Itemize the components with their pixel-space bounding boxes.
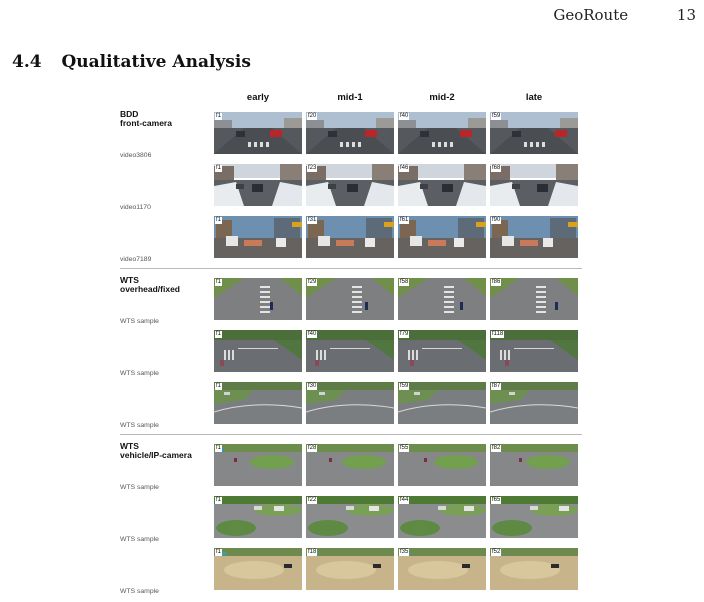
frame-thumbnail bbox=[306, 444, 394, 486]
frame-thumbnail bbox=[214, 548, 302, 590]
frame-index-label: f118 bbox=[492, 331, 504, 337]
scene-image bbox=[306, 496, 394, 538]
frame-index-label: f90 bbox=[492, 217, 501, 223]
group-divider bbox=[120, 434, 582, 435]
frame-index-label: f29 bbox=[308, 279, 317, 285]
frame-thumbnail bbox=[398, 112, 486, 154]
frame-index-label: f61 bbox=[400, 217, 409, 223]
scene-image bbox=[490, 278, 578, 320]
frame-thumbnail bbox=[214, 444, 302, 486]
column-header-mid-2: mid-2 bbox=[429, 92, 455, 103]
scene-image bbox=[214, 164, 302, 206]
scene-image bbox=[214, 278, 302, 320]
scene-image bbox=[398, 330, 486, 372]
scene-image bbox=[490, 548, 578, 590]
scene-image bbox=[214, 496, 302, 538]
frame-index-label: f1 bbox=[216, 217, 222, 223]
row-label: video1170 bbox=[120, 204, 151, 211]
frame-index-label: f1 bbox=[216, 279, 222, 285]
scene-image bbox=[490, 444, 578, 486]
group-label-line1: WTS bbox=[120, 441, 139, 451]
frame-thumbnail bbox=[306, 278, 394, 320]
frame-index-label: f59 bbox=[492, 113, 501, 119]
frame-thumbnail bbox=[214, 382, 302, 424]
scene-image bbox=[306, 216, 394, 258]
group-label-wts-overhead bbox=[120, 276, 180, 294]
frame-thumbnail bbox=[490, 548, 578, 590]
group-label-bdd bbox=[120, 110, 172, 128]
frame-thumbnail bbox=[398, 444, 486, 486]
frame-index-label: f1 bbox=[216, 549, 222, 555]
scene-image bbox=[214, 382, 302, 424]
frame-thumbnail bbox=[306, 330, 394, 372]
frame-thumbnail bbox=[306, 496, 394, 538]
frame-index-label: f1 bbox=[216, 165, 222, 171]
row-label: WTS sample bbox=[120, 588, 159, 595]
frame-index-label: f22 bbox=[308, 497, 317, 503]
scene-image bbox=[214, 216, 302, 258]
frame-index-label: f28 bbox=[308, 445, 317, 451]
section-number: 4.4 bbox=[12, 52, 42, 72]
scene-image bbox=[306, 382, 394, 424]
column-header-late: late bbox=[525, 92, 543, 103]
frame-index-label: f40 bbox=[308, 331, 317, 337]
frame-index-label: f86 bbox=[492, 279, 501, 285]
scene-image bbox=[306, 112, 394, 154]
group-label-line1: WTS bbox=[120, 275, 139, 285]
scene-image bbox=[490, 216, 578, 258]
section-heading bbox=[12, 52, 251, 72]
frame-thumbnail bbox=[306, 112, 394, 154]
frame-thumbnail bbox=[306, 548, 394, 590]
row-label: video7189 bbox=[120, 256, 152, 263]
scene-image bbox=[490, 112, 578, 154]
frame-thumbnail bbox=[398, 496, 486, 538]
page-number: 13 bbox=[676, 6, 696, 24]
frame-index-label: f18 bbox=[308, 549, 317, 555]
frame-index-label: f31 bbox=[308, 217, 317, 223]
frame-thumbnail bbox=[398, 382, 486, 424]
scene-image bbox=[398, 496, 486, 538]
scene-image bbox=[306, 444, 394, 486]
frame-index-label: f52 bbox=[492, 549, 501, 555]
frame-index-label: f1 bbox=[216, 383, 222, 389]
scene-image bbox=[306, 278, 394, 320]
scene-image bbox=[306, 548, 394, 590]
qualitative-figure bbox=[120, 92, 590, 600]
section-title: Qualitative Analysis bbox=[61, 52, 251, 72]
group-label-line1: BDD bbox=[120, 109, 139, 119]
frame-thumbnail bbox=[214, 112, 302, 154]
frame-index-label: f59 bbox=[400, 383, 409, 389]
row-label: WTS sample bbox=[120, 318, 159, 325]
frame-thumbnail bbox=[490, 164, 578, 206]
frame-thumbnail bbox=[398, 216, 486, 258]
frame-thumbnail bbox=[398, 330, 486, 372]
frame-index-label: f65 bbox=[492, 497, 501, 503]
frame-thumbnail bbox=[214, 216, 302, 258]
group-label-wts-vehicle bbox=[120, 442, 192, 460]
frame-index-label: f44 bbox=[400, 497, 409, 503]
row-label: WTS sample bbox=[120, 370, 159, 377]
running-head bbox=[553, 6, 696, 24]
frame-thumbnail bbox=[490, 444, 578, 486]
frame-thumbnail bbox=[306, 216, 394, 258]
frame-thumbnail bbox=[214, 496, 302, 538]
scene-image bbox=[398, 164, 486, 206]
frame-thumbnail bbox=[490, 278, 578, 320]
frame-index-label: f35 bbox=[400, 549, 409, 555]
frame-thumbnail bbox=[490, 216, 578, 258]
frame-index-label: f87 bbox=[492, 383, 501, 389]
frame-thumbnail bbox=[306, 164, 394, 206]
frame-index-label: f20 bbox=[308, 113, 317, 119]
frame-index-label: f68 bbox=[492, 165, 501, 171]
row-label: WTS sample bbox=[120, 536, 159, 543]
scene-image bbox=[398, 444, 486, 486]
frame-index-label: f55 bbox=[400, 445, 409, 451]
frame-index-label: f23 bbox=[308, 165, 317, 171]
scene-image bbox=[398, 382, 486, 424]
scene-image bbox=[398, 216, 486, 258]
frame-index-label: f1 bbox=[216, 445, 222, 451]
scene-image bbox=[398, 278, 486, 320]
group-divider bbox=[120, 268, 582, 269]
scene-image bbox=[490, 382, 578, 424]
frame-thumbnail bbox=[490, 382, 578, 424]
frame-index-label: f46 bbox=[400, 165, 409, 171]
frame-thumbnail bbox=[490, 330, 578, 372]
row-label: WTS sample bbox=[120, 484, 159, 491]
frame-index-label: f1 bbox=[216, 113, 222, 119]
frame-thumbnail bbox=[490, 112, 578, 154]
frame-thumbnail bbox=[306, 382, 394, 424]
frame-index-label: f1 bbox=[216, 497, 222, 503]
row-label: video3806 bbox=[120, 152, 152, 159]
scene-image bbox=[490, 164, 578, 206]
frame-thumbnail bbox=[214, 278, 302, 320]
column-header-mid-1: mid-1 bbox=[337, 92, 363, 103]
column-header-early: early bbox=[246, 92, 270, 103]
scene-image bbox=[214, 330, 302, 372]
scene-image bbox=[398, 112, 486, 154]
group-label-line2: vehicle/IP-camera bbox=[120, 450, 192, 460]
frame-index-label: f82 bbox=[492, 445, 501, 451]
frame-thumbnail bbox=[398, 548, 486, 590]
running-head-title: GeoRoute bbox=[553, 6, 629, 24]
group-label-line2: overhead/fixed bbox=[120, 284, 180, 294]
frame-thumbnail bbox=[398, 278, 486, 320]
frame-thumbnail bbox=[398, 164, 486, 206]
frame-index-label: f30 bbox=[308, 383, 317, 389]
scene-image bbox=[490, 496, 578, 538]
frame-index-label: f40 bbox=[400, 113, 409, 119]
scene-image bbox=[306, 164, 394, 206]
frame-index-label: f58 bbox=[400, 279, 409, 285]
frame-thumbnail bbox=[490, 496, 578, 538]
scene-image bbox=[398, 548, 486, 590]
frame-thumbnail bbox=[214, 164, 302, 206]
frame-thumbnail bbox=[214, 330, 302, 372]
group-label-line2: front-camera bbox=[120, 118, 172, 128]
frame-index-label: f79 bbox=[400, 331, 409, 337]
scene-image bbox=[214, 548, 302, 590]
row-label: WTS sample bbox=[120, 422, 159, 429]
scene-image bbox=[214, 444, 302, 486]
frame-index-label: f1 bbox=[216, 331, 222, 337]
scene-image bbox=[214, 112, 302, 154]
scene-image bbox=[306, 330, 394, 372]
